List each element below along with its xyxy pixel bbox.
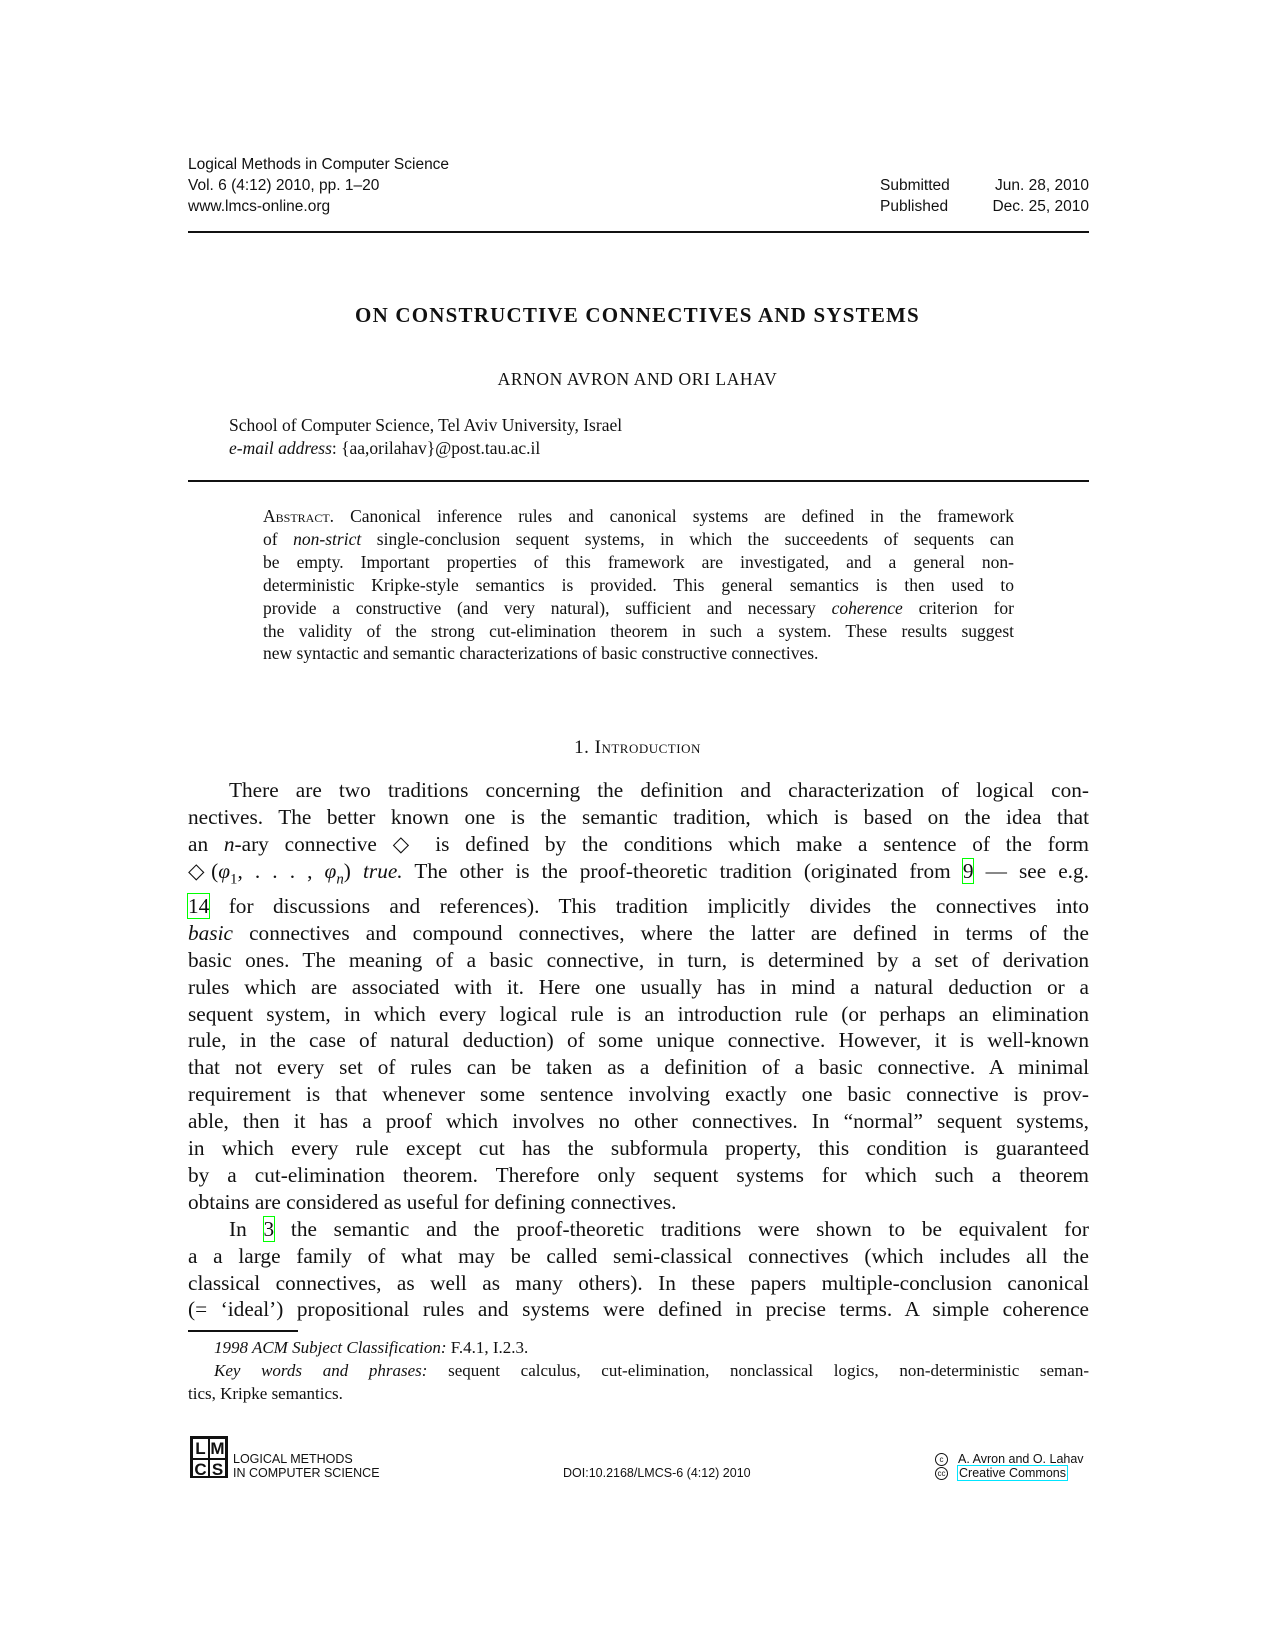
text-segment: Canonical inference rules and canonical systems are defined in the framework: [334, 506, 1014, 526]
copyright-icon: c: [935, 1453, 948, 1466]
journal-volume: Vol. 6 (4:12) 2010, pp. 1–20: [188, 177, 380, 194]
text-line: [188, 777, 1089, 804]
text-segment: basic: [188, 920, 233, 945]
text-segment: , . . . ,: [237, 858, 325, 883]
text-segment: φ: [324, 858, 337, 883]
dates: [880, 175, 1089, 217]
text-segment: (= ‘ideal’) propositional rules and systems were defined in precise terms. A simple coherence: [188, 1297, 1089, 1322]
text-segment: that not every set of rules can be taken as a definition of a basic connective. A minimal: [188, 1055, 1089, 1080]
text-segment: There are two traditions concerning the definition and characterization of logical con-: [229, 778, 1089, 802]
text-segment: 1: [230, 870, 238, 887]
citation-link[interactable]: 14: [188, 893, 210, 918]
published-date: Dec. 25, 2010: [992, 198, 1089, 215]
journal-info: [188, 154, 449, 217]
affiliation-block: [229, 414, 622, 460]
text-line: [188, 831, 1089, 858]
text-segment: n: [336, 870, 344, 887]
text-segment: classical connectives, as well as many others). In these papers multiple-conclusion canonical: [188, 1270, 1089, 1295]
text-segment: rules which are associated with it. Here one usually has in mind a natural deduction or a: [188, 974, 1089, 999]
creative-commons-icon: cc: [935, 1467, 948, 1480]
text-segment: by a cut-elimination theorem. Therefore only sequent systems for which such a theorem: [188, 1162, 1089, 1187]
text-segment: be empty. Important properties of this framework are investigated, and a general non-: [263, 551, 1014, 572]
abstract-label: Abstract.: [263, 506, 335, 526]
paper-title: ON CONSTRUCTIVE CONNECTIVES AND SYSTEMS: [355, 303, 920, 327]
text-segment: criterion for: [902, 597, 1014, 618]
journal-website: www.lmcs-online.org: [188, 198, 331, 215]
text-segment: — see e.g.: [973, 858, 1089, 883]
text-segment: obtains are considered as useful for defining connectives.: [188, 1189, 677, 1214]
abstract: [263, 505, 1014, 665]
footnote-rule: [188, 1330, 298, 1332]
section-heading: [0, 737, 1275, 759]
text-line: [263, 620, 1014, 643]
keywords-line2: tics, Kripke semantics.: [188, 1384, 343, 1403]
submitted-date: Jun. 28, 2010: [995, 177, 1089, 194]
acm-label: 1998 ACM Subject Classification:: [214, 1338, 447, 1357]
footnotes: [188, 1336, 1089, 1405]
text-segment: sequent system, in which every logical rule is an introduction rule (or perhaps an elimination: [188, 1001, 1089, 1026]
text-line: [188, 858, 1089, 893]
text-segment: The other is the proof-theoretic tradition (originated from: [402, 858, 963, 883]
email-address: : {aa,orilahav}@post.tau.ac.il: [331, 438, 541, 458]
logo-letter: C: [192, 1459, 209, 1478]
text-line: [188, 974, 1089, 1001]
citation-link[interactable]: 9: [962, 858, 974, 883]
text-line: [188, 1081, 1089, 1108]
logo-letter: S: [209, 1459, 226, 1478]
text-segment: the semantic and the proof-theoretic traditions were shown to be equivalent for: [274, 1216, 1089, 1241]
text-segment: single-conclusion sequent systems, in which the succeedents of sequents can: [361, 528, 1014, 549]
published-label: Published: [880, 198, 949, 215]
logo-line1: LOGICAL METHODS: [233, 1452, 353, 1466]
section-title: Introduction: [594, 737, 701, 758]
logo-letter: L: [192, 1438, 209, 1459]
text-segment: ◇(: [188, 858, 219, 883]
submitted-label: Submitted: [880, 177, 950, 194]
text-segment: provide a constructive (and very natural), sufficient and necessary: [263, 597, 832, 618]
logo-text: [233, 1453, 380, 1480]
text-line: [188, 1108, 1089, 1135]
text-line: [188, 1243, 1089, 1270]
text-line: [188, 1270, 1089, 1297]
text-line: [263, 642, 1014, 665]
body-text: [188, 777, 1089, 1323]
text-line: [188, 947, 1089, 974]
journal-name: Logical Methods in Computer Science: [188, 156, 450, 173]
text-segment: In: [229, 1216, 264, 1241]
text-line: [263, 597, 1014, 620]
text-line: [188, 1027, 1089, 1054]
text-line: [263, 574, 1014, 597]
text-line: [263, 528, 1014, 551]
text-line: [188, 920, 1089, 947]
text-segment: nectives. The better known one is the semantic tradition, which is based on the idea that: [188, 804, 1089, 829]
text-segment: connectives and compound connectives, where the latter are defined in terms of the: [232, 920, 1089, 945]
text-line: [263, 505, 1014, 528]
text-segment: rule, in the case of natural deduction) of some unique connective. However, it is well-known: [188, 1028, 1089, 1053]
text-segment: a a large family of what may be called semi-classical connectives (which includes all the: [188, 1243, 1089, 1268]
text-segment: ): [343, 858, 363, 883]
header-rule: [188, 231, 1089, 233]
text-segment: of: [263, 528, 294, 549]
text-segment: non-strict: [293, 528, 362, 549]
text-segment: able, then it has a proof which involves no other connectives. In “normal” sequent systems,: [188, 1109, 1089, 1134]
keywords-line1: sequent calculus, cut-elimination, nonclassical logics, non-deterministic seman-: [427, 1361, 1089, 1380]
text-line: [263, 551, 1014, 574]
text-segment: an: [188, 831, 224, 856]
text-segment: n: [223, 831, 235, 856]
title-rule: [188, 480, 1089, 482]
license-block: [935, 1453, 1084, 1480]
text-segment: φ: [218, 858, 231, 883]
text-line: [188, 1189, 1089, 1216]
keywords-label: Key words and phrases:: [214, 1361, 428, 1380]
logo-line2: IN COMPUTER SCIENCE: [233, 1465, 380, 1480]
text-segment: for discussions and references). This tradition implicitly divides the connectives into: [209, 893, 1089, 918]
authors: ARNON AVRON AND ORI LAHAV: [497, 369, 778, 389]
text-line: [188, 804, 1089, 831]
lmcs-logo: [190, 1436, 228, 1478]
text-line: [188, 893, 1089, 920]
text-line: [188, 1162, 1089, 1189]
affiliation: School of Computer Science, Tel Aviv University, Israel: [229, 415, 623, 435]
text-segment: -ary connective ◇ is defined by the conditions which make a sentence of the form: [234, 831, 1089, 856]
acm-value: F.4.1, I.2.3.: [446, 1338, 529, 1357]
text-segment: coherence: [831, 597, 903, 618]
text-line: [188, 1135, 1089, 1162]
text-segment: requirement is that whenever some sentence involving exactly one basic connective is prov-: [188, 1082, 1089, 1107]
text-segment: true.: [362, 858, 403, 883]
doi: DOI:10.2168/LMCS-6 (4:12) 2010: [563, 1466, 751, 1480]
text-segment: in which every rule except cut has the subformula property, this condition is guaranteed: [188, 1136, 1089, 1161]
text-line: [188, 1216, 1089, 1243]
copyright-holder: A. Avron and O. Lahav: [958, 1452, 1084, 1466]
text-line: [188, 1001, 1089, 1028]
text-segment: deterministic Kripke-style semantics is provided. This general semantics is then used to: [263, 574, 1014, 595]
text-segment: basic ones. The meaning of a basic connective, in turn, is determined by a set of derivation: [188, 947, 1089, 972]
section-number: 1.: [574, 737, 590, 758]
creative-commons-link[interactable]: Creative Commons: [959, 1465, 1066, 1480]
citation-link[interactable]: 3: [263, 1216, 275, 1241]
text-segment: the validity of the strong cut-elimination theorem in such a system. These results suggest: [263, 620, 1014, 641]
email-label: e-mail address: [229, 438, 332, 458]
text-line: [188, 1296, 1089, 1323]
text-line: [188, 1054, 1089, 1081]
logo-letter: M: [210, 1439, 225, 1458]
text-segment: new syntactic and semantic characterizations of basic constructive connectives.: [263, 643, 819, 664]
